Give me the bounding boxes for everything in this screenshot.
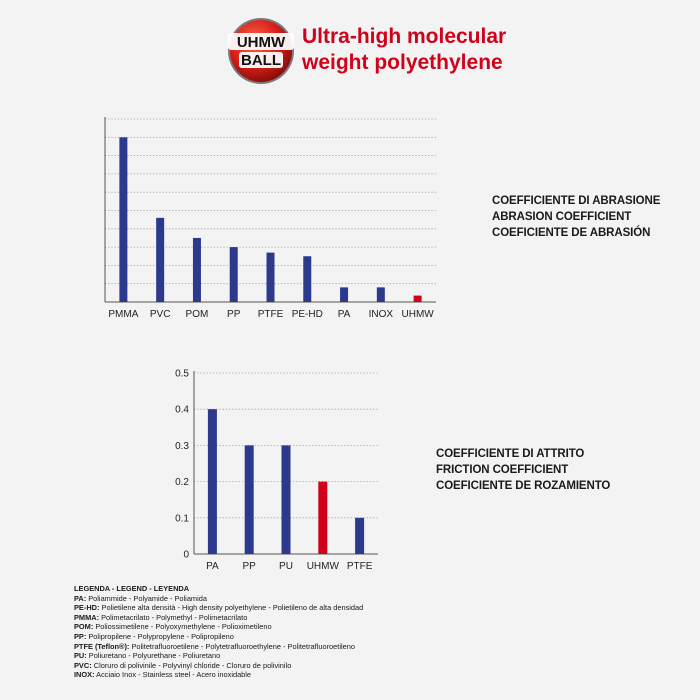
legend-abbr: PVC: — [74, 660, 92, 670]
legend-text: Poliammide - Polyamide - Poliamida — [86, 593, 207, 603]
abrasion-caption-it: COEFFICIENTE DI ABRASIONE — [492, 195, 661, 207]
logo-text-line2: BALL — [241, 52, 281, 69]
bar-pvc — [156, 218, 164, 302]
title-line-2: weight polyethylene — [302, 51, 503, 74]
legend-abbr: PA: — [74, 593, 87, 603]
legend-abbr: PP: — [74, 631, 87, 641]
abrasion-caption-en: ABRASION COEFFICIENT — [492, 211, 632, 223]
y-tick-label: 0.1 — [175, 513, 189, 525]
legend-item — [74, 670, 363, 680]
legend-abbr: PE-HD: — [74, 603, 100, 613]
legend-abbr: PTFE (Teflon®): — [74, 641, 130, 651]
bar-pp — [245, 445, 254, 554]
x-tick-label: PP — [242, 561, 256, 572]
bar-pom — [193, 238, 201, 302]
legend-item — [74, 622, 363, 632]
legend-text: Politetrafluoroetilene - Polytetrafluoroethylene - Politetrafluoroetileno — [129, 641, 355, 651]
y-tick-label: 0.4 — [175, 404, 189, 416]
friction-caption-it: COEFFICIENTE DI ATTRITO — [436, 448, 585, 460]
legend-item — [74, 651, 363, 661]
bar-uhmw — [414, 296, 422, 302]
legend-abbr: POM: — [74, 622, 94, 632]
x-tick-label: PP — [227, 309, 241, 320]
friction-caption — [436, 446, 610, 494]
x-tick-label: UHMW — [306, 561, 339, 572]
x-tick-label: PE-HD — [291, 309, 323, 320]
x-tick-label: PMMA — [108, 309, 139, 320]
x-tick-label: INOX — [368, 309, 394, 320]
legend-item — [74, 632, 363, 642]
bar-pa — [340, 287, 348, 302]
friction-chart — [0, 360, 400, 580]
bar-pa — [208, 409, 217, 554]
bar-inox — [377, 287, 385, 302]
bar-ptfe — [355, 518, 364, 554]
legend-text: Acciaio Inox - Stainless steel - Acero inoxidable — [94, 670, 252, 680]
legend-item — [74, 603, 363, 613]
bar-pu — [282, 445, 291, 554]
x-tick-label: PVC — [149, 309, 171, 320]
page-title — [302, 24, 506, 76]
legend-text: Poliuretano - Polyurethane - Poliuretano — [86, 651, 221, 661]
x-tick-label: PTFE — [346, 561, 373, 572]
legend-text: Polipropilene - Polypropylene - Polipropileno — [86, 631, 234, 641]
bar-ptfe — [267, 253, 275, 302]
legend-text: Polietilene alta densità - High density polyethylene - Polietileno de alta densidad — [99, 603, 364, 613]
abrasion-chart — [0, 100, 460, 340]
abrasion-caption-es: COEFICIENTE DE ABRASIÓN — [492, 227, 651, 239]
legend-abbr: PU: — [74, 651, 87, 661]
uhmw-ball-logo — [226, 16, 296, 86]
abrasion-caption — [492, 193, 660, 241]
y-tick-label: 0.2 — [175, 477, 189, 489]
legend-title: LEGENDA - LEGEND - LEYENDA — [74, 584, 190, 593]
y-tick-label: 0.3 — [175, 440, 189, 452]
x-tick-label: UHMW — [401, 309, 434, 320]
legend-item — [74, 613, 363, 623]
legend-item — [74, 594, 363, 604]
legend-text: Poliossimetilene - Polyoxymethylene - Polioximetileno — [93, 622, 272, 632]
x-tick-label: PA — [337, 309, 351, 320]
x-tick-label: POM — [185, 309, 209, 320]
bar-pe-hd — [303, 256, 311, 302]
friction-caption-en: FRICTION COEFFICIENT — [436, 464, 569, 476]
legend-item — [74, 642, 363, 652]
legend-text: Cloruro di polivinile - Polyvinyl chloride - Cloruro de polivinilo — [91, 660, 292, 670]
legend-item — [74, 661, 363, 671]
x-tick-label: PU — [279, 561, 293, 572]
x-tick-label: PA — [206, 561, 219, 572]
y-tick-label: 0 — [183, 549, 189, 561]
bar-pp — [230, 247, 238, 302]
legend-abbr: PMMA: — [74, 612, 100, 622]
legend-text: Polimetacrilato - Polymethyl - Polimetacrilato — [99, 612, 248, 622]
y-tick-label: 0.5 — [175, 368, 189, 380]
x-tick-label: PTFE — [257, 309, 284, 320]
legend-abbr: INOX: — [74, 670, 95, 680]
legend — [74, 584, 363, 680]
friction-caption-es: COEFICIENTE DE ROZAMIENTO — [436, 480, 611, 492]
logo-text-line1: UHMW — [236, 34, 286, 51]
title-line-1: Ultra-high molecular — [302, 25, 507, 48]
bar-pmma — [119, 137, 127, 302]
header — [0, 0, 700, 90]
bar-uhmw — [318, 482, 327, 554]
